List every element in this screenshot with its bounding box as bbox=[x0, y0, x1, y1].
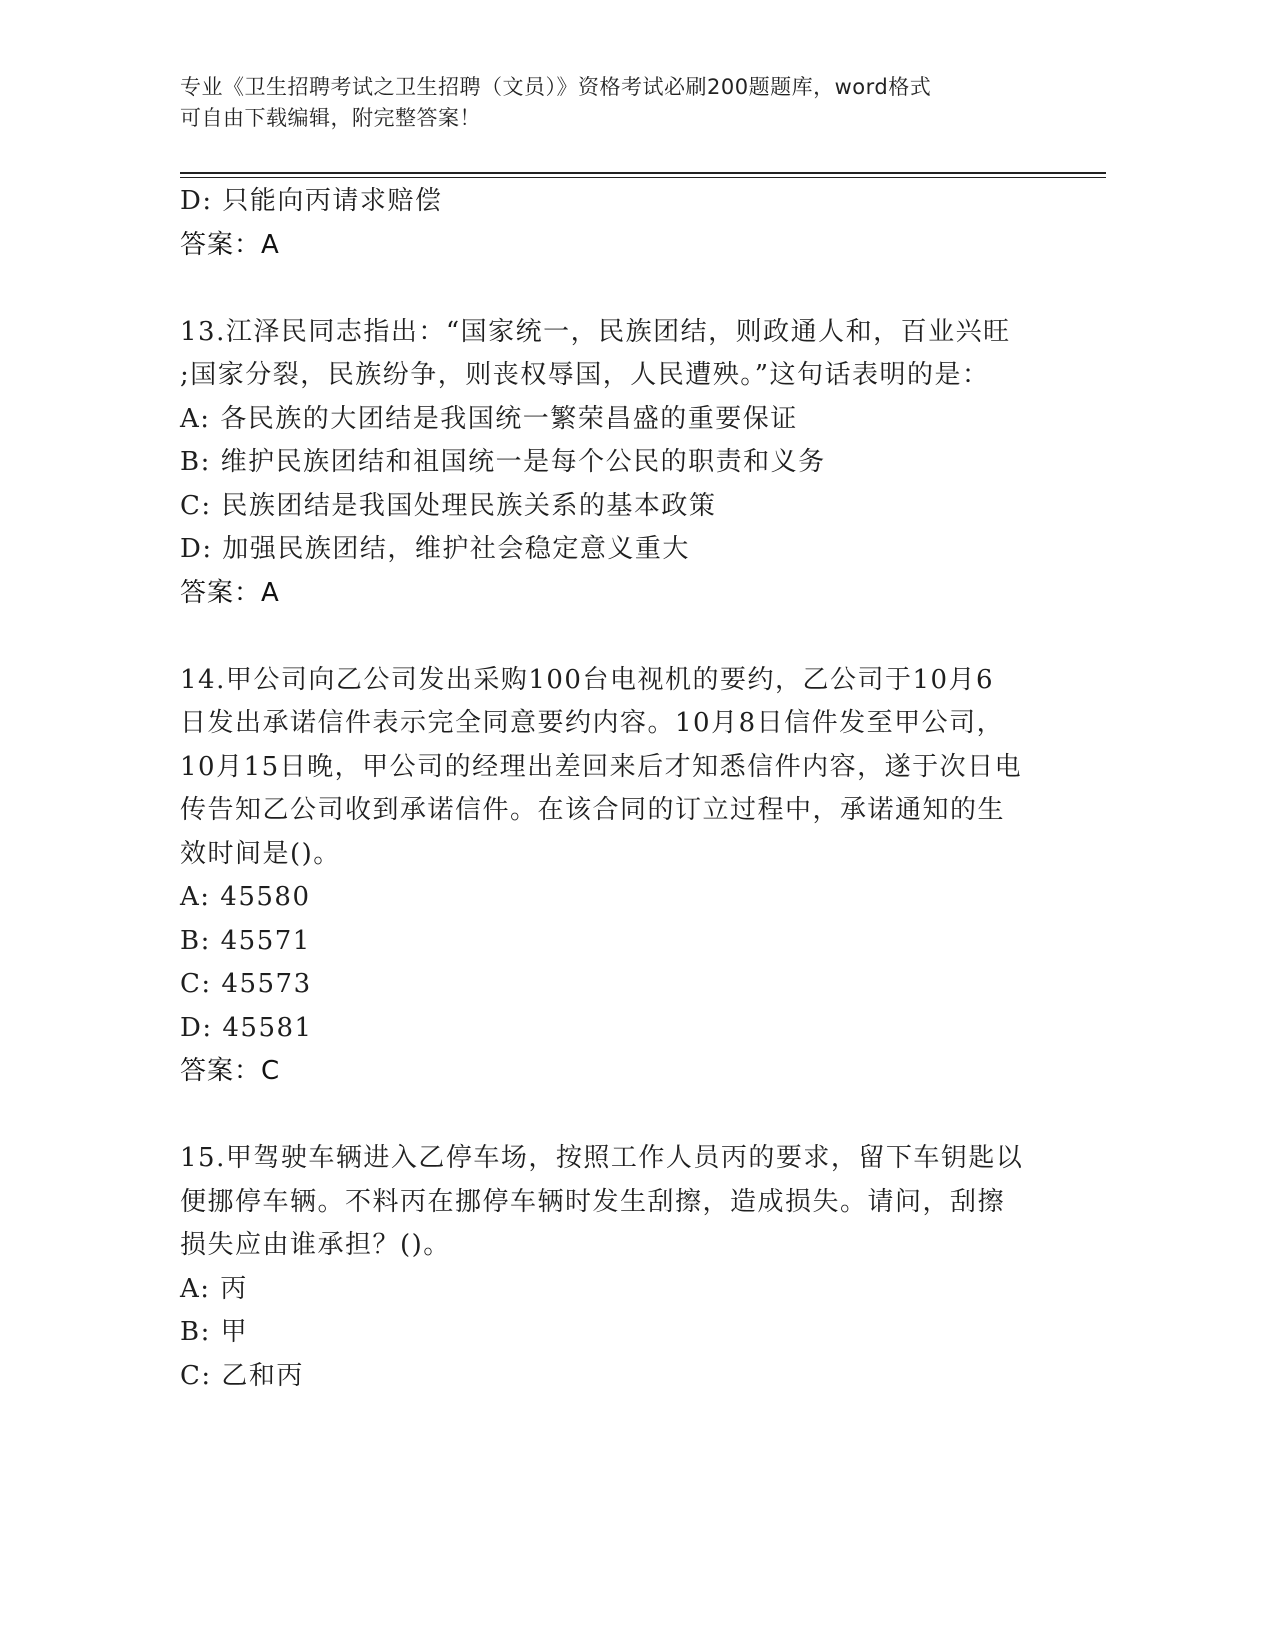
question-stem-line: 15.甲驾驶车辆进入乙停车场，按照工作人员丙的要求，留下车钥匙以 bbox=[180, 1143, 1024, 1173]
spacer bbox=[180, 615, 1040, 659]
header-divider-thin bbox=[180, 177, 1106, 178]
option-a: A: 各民族的大团结是我国统一繁荣昌盛的重要保证 bbox=[180, 403, 798, 434]
option-a: A: 丙 bbox=[180, 1273, 248, 1304]
question-stem-line: ;国家分裂，民族纷争，则丧权辱国，人民遭殃。”这句话表明的是： bbox=[180, 360, 990, 390]
option-c: C: 45573 bbox=[180, 969, 312, 999]
question-stem-line: 14.甲公司向乙公司发出采购100台电视机的要约，乙公司于10月6 bbox=[180, 664, 995, 695]
spacer bbox=[180, 267, 1040, 311]
option-b: B: 维护民族团结和祖国统一是每个公民的职责和义务 bbox=[180, 447, 826, 477]
option-a: A: 45580 bbox=[180, 882, 311, 912]
option-c: C: 民族团结是我国处理民族关系的基本政策 bbox=[180, 490, 717, 521]
option-b: B: 45571 bbox=[180, 925, 311, 956]
option-b: B: 甲 bbox=[180, 1317, 249, 1347]
question-stem-line: 日发出承诺信件表示完全同意要约内容。10月8日信件发至甲公司， bbox=[180, 708, 1005, 738]
document-header bbox=[180, 72, 1040, 134]
header-line-2: 可自由下载编辑，附完整答案！ bbox=[180, 106, 481, 130]
option-d: D: 只能向丙请求赔偿 bbox=[180, 186, 443, 216]
header-line-1: 专业《卫生招聘考试之卫生招聘（文员）》资格考试必刷200题题库，word格式 bbox=[180, 75, 932, 99]
answer-line: 答案：A bbox=[180, 577, 280, 608]
header-divider-thick bbox=[180, 172, 1106, 174]
document-body bbox=[180, 180, 1040, 1398]
question-stem-line: 便挪停车辆。不料丙在挪停车辆时发生刮擦，造成损失。请问，刮擦 bbox=[180, 1186, 1006, 1217]
question-13 bbox=[180, 311, 1040, 616]
option-d: D: 加强民族团结，维护社会稳定意义重大 bbox=[180, 534, 690, 564]
question-stem-line: 效时间是()。 bbox=[180, 838, 341, 869]
question-stem-line: 13.江泽民同志指出：“国家统一，民族团结，则政通人和，百业兴旺 bbox=[180, 316, 1011, 347]
question-stem-line: 传告知乙公司收到承诺信件。在该合同的订立过程中，承诺通知的生 bbox=[180, 795, 1006, 825]
option-d: D: 45581 bbox=[180, 1012, 313, 1043]
spacer bbox=[180, 1094, 1040, 1138]
question-stem-line: 损失应由谁承担？()。 bbox=[180, 1230, 451, 1260]
answer-line: 答案：C bbox=[180, 1056, 281, 1086]
question-14 bbox=[180, 659, 1040, 1094]
answer-line: 答案：A bbox=[180, 229, 280, 260]
question-15 bbox=[180, 1137, 1040, 1398]
question-stem-line: 10月15日晚，甲公司的经理出差回来后才知悉信件内容，遂于次日电 bbox=[180, 751, 1023, 782]
prev-question-tail bbox=[180, 180, 1040, 267]
option-c: C: 乙和丙 bbox=[180, 1360, 304, 1391]
